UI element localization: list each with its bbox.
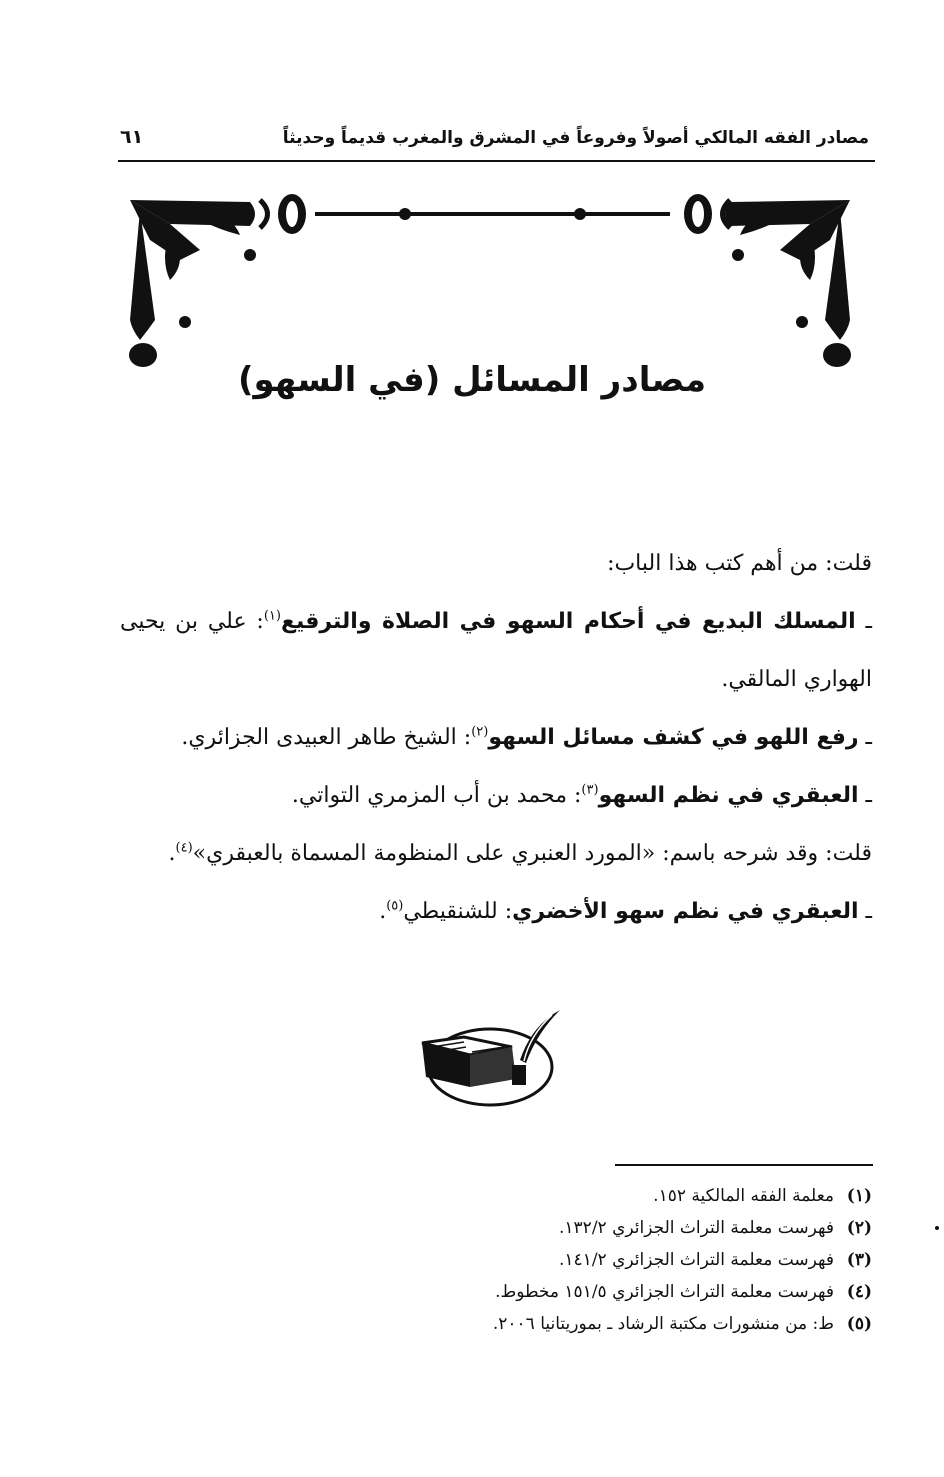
- source-item: [120, 709, 872, 767]
- comment-paragraph: [120, 825, 872, 883]
- footnote-item: [300, 1180, 872, 1212]
- source-item: [120, 883, 872, 941]
- running-head: [120, 128, 869, 148]
- comment-text: قلت: وقد شرحه باسم: «المورد العنبري على المنظومة المسماة بالعبقري»: [192, 841, 872, 866]
- item-dash: ـ: [858, 899, 872, 924]
- footnote-ref[interactable]: (٢): [471, 724, 489, 740]
- chapter-title: مصادر المسائل (في السهو): [237, 360, 707, 400]
- item-dash: ـ: [858, 783, 872, 808]
- footnote-number: (١): [846, 1186, 872, 1206]
- arabesque-corner-ornament-icon: [110, 180, 870, 380]
- footnote-ref[interactable]: (٥): [386, 898, 404, 914]
- footnotes: [300, 1180, 872, 1340]
- item-dash: ـ: [855, 609, 872, 634]
- footnote-text: فهرست معلمة التراث الجزائري ١٤١/٢.: [559, 1250, 834, 1270]
- footnote-text: فهرست معلمة التراث الجزائري ١٥١/٥ مخطوط.: [495, 1282, 834, 1302]
- book-title: العبقري في نظم سهو الأخضري: [512, 899, 859, 924]
- header-rule: [118, 160, 875, 162]
- margin-dot: [935, 1226, 939, 1230]
- footnote-ref[interactable]: (١): [263, 608, 281, 624]
- footnote-item: [300, 1244, 872, 1276]
- body-text: [120, 535, 872, 941]
- item-author: : علي بن يحيى الهواري المالقي.: [120, 609, 872, 692]
- footnote-ref[interactable]: (٣): [581, 782, 599, 798]
- footnote-number: (٣): [846, 1250, 872, 1270]
- comment-end: .: [168, 841, 176, 866]
- item-end: .: [379, 899, 387, 924]
- intro-paragraph: قلت: من أهم كتب هذا الباب:: [607, 551, 872, 576]
- item-author: : الشيخ طاهر العبيدى الجزائري.: [181, 725, 472, 750]
- source-item: [120, 767, 872, 825]
- footnote-rule: [615, 1164, 873, 1166]
- item-author: : محمد بن أب المزمري التواتي.: [291, 783, 582, 808]
- book-title: العبقري في نظم السهو: [598, 783, 859, 808]
- footnote-text: معلمة الفقه المالكية ١٥٢.: [653, 1186, 834, 1206]
- book-title: المسلك البديع في أحكام السهو في الصلاة والترقيع: [280, 609, 856, 634]
- item-author: : للشنقيطي: [403, 899, 513, 924]
- page-number: ٦١: [120, 126, 144, 148]
- footnote-text: فهرست معلمة التراث الجزائري ١٣٢/٢.: [559, 1218, 834, 1238]
- footnote-number: (٤): [846, 1282, 872, 1302]
- running-title: مصادر الفقه المالكي أصولاً وفروعاً في المشرق والمغرب قديماً وحديثاً: [282, 128, 869, 148]
- book-title: رفع اللهو في كشف مسائل السهو: [488, 725, 859, 750]
- footnote-ref[interactable]: (٤): [175, 840, 193, 856]
- footnote-item: [300, 1276, 872, 1308]
- source-item: [120, 593, 872, 709]
- footnote-number: (٥): [846, 1314, 872, 1334]
- item-dash: ـ: [858, 725, 872, 750]
- footnote-text: ط: من منشورات مكتبة الرشاد ـ بموريتانيا ٢٠٠٦.: [492, 1314, 834, 1334]
- footnote-item: [300, 1212, 872, 1244]
- footnote-number: (٢): [846, 1218, 872, 1238]
- footnote-item: [300, 1308, 872, 1340]
- open-book-quill-emblem-icon: [412, 1005, 562, 1110]
